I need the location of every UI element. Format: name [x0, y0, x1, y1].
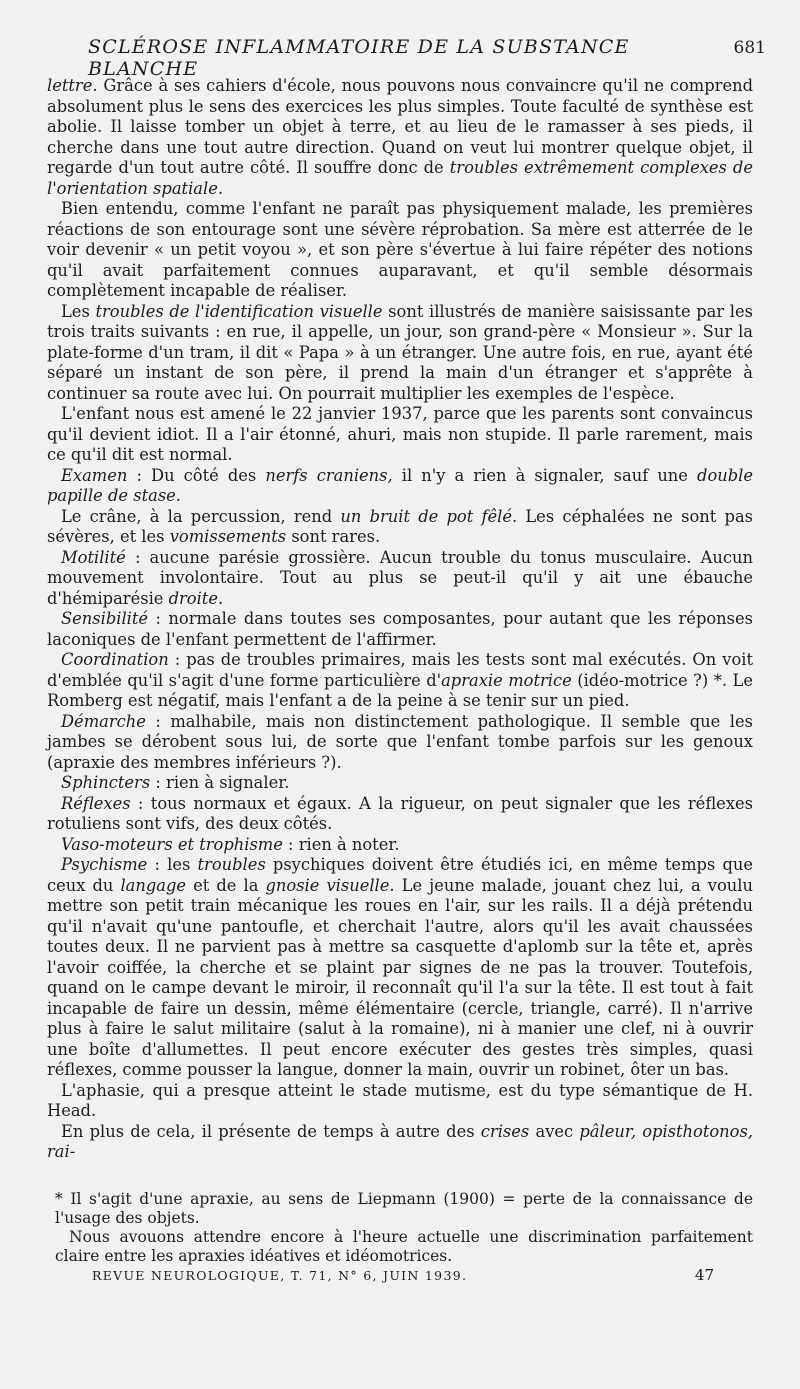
- paragraph-1: lettre. Grâce à ses cahiers d'école, nous pouvons nous convaincre qu'il ne comprend absolument plus le sens des exercices les plus simples. Toute faculté de synthèse est abolie. Il laisse tomber un objet à terre, et au lieu de le ramasser à ses pieds, il cherche dans une tout autre direction. Quand on veut lui montrer quelque objet, il regarde d'un tout autre côté. Il souffre donc de troubles extrêmement complexes de l'orientation spatiale.: [47, 76, 753, 198]
- running-header: [88, 36, 766, 80]
- paragraph-motilite: Motilité : aucune parésie grossière. Aucun trouble du tonus musculaire. Aucun mouvement involontaire. Tout au plus se peut-il qu'il y ait une ébauche d'hémiparésie droite.: [47, 547, 753, 608]
- paragraph-demarche: Démarche : malhabile, mais non distinctement pathologique. Il semble que les jambes se dérobent sous lui, de sorte que l'enfant tombe parfois sur les genoux (apraxie des membres inférieurs ?).: [47, 711, 753, 772]
- paragraph-sensibilite: Sensibilité : normale dans toutes ses composantes, pour autant que les réponses laconiques de l'enfant permettent de l'affirmer.: [47, 609, 753, 649]
- paragraph-reflexes: Réflexes : tous normaux et égaux. A la rigueur, on peut signaler que les réflexes rotuliens sont vifs, des deux côtés.: [47, 793, 753, 833]
- page-number: 681: [733, 38, 766, 58]
- page-footer: [92, 1266, 714, 1284]
- paragraph-crane: Le crâne, à la percussion, rend un bruit de pot fêlé. Les céphalées ne sont pas sévères, et les vomissements sont rares.: [47, 506, 753, 546]
- signature-mark: 47: [694, 1266, 714, 1284]
- paragraph-sphincters: Sphincters : rien à signaler.: [61, 773, 290, 792]
- paragraph-4: L'enfant nous est amené le 22 janvier 1937, parce que les parents sont convaincus qu'il devient idiot. Il a l'air étonné, ahuri, mais non stupide. Il parle rarement, mais ce qu'il dit est normal.: [47, 404, 753, 464]
- main-text: [47, 76, 753, 1163]
- paragraph-psychisme: Psychisme : les troubles psychiques doivent être étudiés ici, en même temps que ceux du langage et de la gnosie visuelle. Le jeune malade, jouant chez lui, a voulu mettre son petit train mécanique les roues en l'air, sur les rails. Il a déjà prétendu qu'il n'avait qu'une pantoufle, et cherchait l'autre, alors qu'il les avait chaussées toutes deux. Il ne parvient pas à mettre sa casquette d'aplomb sur la tête et, après l'avoir coiffée, la cherche et se plaint par signes de ne pas la trouver. Toutefois, quand on le campe devant le miroir, il reconnaît qu'il l'a sur la tête. Il est tout à fait incapable de faire un dessin, même élémentaire (cercle, triangle, carré). Il n'arrive plus à faire le salut militaire (salut à la romaine), ni à manier une clef, ni à ouvrir une boîte d'allumettes. Il peut encore exécuter des gestes très simples, quasi réflexes, comme pousser la langue, donner la main, ouvrir un robinet, ôter un bas.: [47, 855, 753, 1079]
- footnote: [55, 1190, 753, 1266]
- paragraph-coordination: Coordination : pas de troubles primaires, mais les tests sont mal exécutés. On voit d'emblée qu'il s'agit d'une forme particulière d'apraxie motrice (idéo-motrice ?) *. Le Romberg est négatif, mais l'enfant a de la peine à se tenir sur un pied.: [47, 650, 753, 710]
- paragraph-crises: En plus de cela, il présente de temps à autre des crises avec pâleur, opisthotonos, rai-: [47, 1121, 754, 1161]
- paragraph-examen: Examen : Du côté des nerfs craniens, il n'y a rien à signaler, sauf une double papille de stase.: [47, 465, 754, 505]
- paragraph-3: Les troubles de l'identification visuelle sont illustrés de manière saisissante par les trois traits suivants : en rue, il appelle, un jour, son grand-père « Monsieur ». Sur la plate-forme d'un tram, il dit « Papa » à un étranger. Une autre fois, en rue, ayant été séparé un instant de son père, il prend la main d'un étranger et s'apprête à continuer sa route avec lui. On pourrait multiplier les exemples de l'espèce.: [47, 301, 753, 403]
- journal-citation: REVUE NEUROLOGIQUE, T. 71, N° 6, JUIN 1939.: [92, 1268, 468, 1283]
- paragraph-vasomoteurs: Vaso-moteurs et trophisme : rien à noter.: [61, 834, 400, 854]
- running-title: SCLÉROSE INFLAMMATOIRE DE LA SUBSTANCE BLANCHE: [88, 36, 630, 80]
- italic-lettre: lettre.: [47, 76, 98, 95]
- paragraph-2: Bien entendu, comme l'enfant ne paraît pas physiquement malade, les premières réactions de son entourage sont une sévère réprobation. Sa mère est atterrée de le voir devenir « un petit voyou », et son père s'évertue à lui faire répéter des notions qu'il avait parfaitement connues auparavant, et qu'il semble désormais complètement incapable de réaliser.: [47, 199, 753, 300]
- footnote-line-2: Nous avouons attendre encore à l'heure actuelle une discrimination parfaitement claire entre les apraxies idéatives et idéomotrices.: [55, 1228, 753, 1265]
- paragraph-aphasie: L'aphasie, qui a presque atteint le stade mutisme, est du type sémantique de H. Head.: [47, 1080, 753, 1120]
- footnote-line-1: * Il s'agit d'une apraxie, au sens de Liepmann (1900) = perte de la connaissance de l'usage des objets.: [55, 1190, 753, 1227]
